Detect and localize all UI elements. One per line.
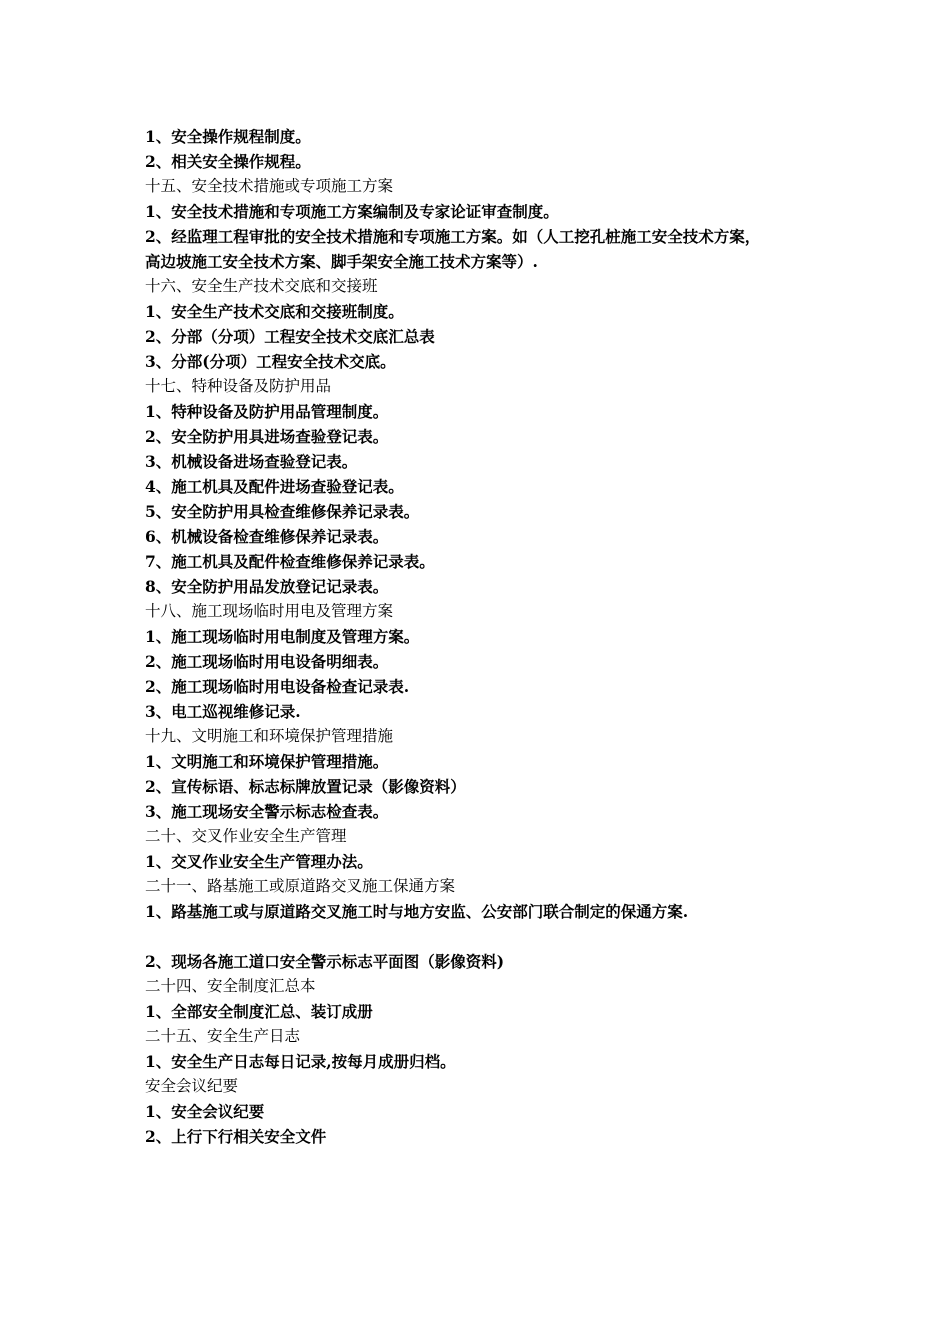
list-item: 1、施工现场临时用电制度及管理方案。 bbox=[145, 627, 420, 646]
list-item: 3、分部(分项）工程安全技术交底。 bbox=[145, 352, 396, 371]
list-item: 4、施工机具及配件进场查验登记表。 bbox=[145, 477, 404, 496]
list-item: 7、施工机具及配件检查维修保养记录表。 bbox=[145, 552, 435, 571]
section-heading: 十九、文明施工和环境保护管理措施 bbox=[145, 727, 394, 745]
list-item: 1、安全会议纪要 bbox=[145, 1102, 265, 1121]
section-heading: 十七、特种设备及防护用品 bbox=[145, 377, 332, 395]
blank-line bbox=[145, 924, 825, 949]
list-item: 5、安全防护用具检查维修保养记录表。 bbox=[145, 502, 420, 521]
section-heading: 二十四、安全制度汇总本 bbox=[145, 977, 316, 995]
list-item: 6、机械设备检查维修保养记录表。 bbox=[145, 527, 389, 546]
list-item: 8、安全防护用品发放登记记录表。 bbox=[145, 577, 389, 596]
section-heading: 十五、安全技术措施或专项施工方案 bbox=[145, 177, 394, 195]
list-item: 2、相关安全操作规程。 bbox=[145, 152, 311, 171]
list-item: 3、机械设备进场查验登记表。 bbox=[145, 452, 358, 471]
list-item: 2、上行下行相关安全文件 bbox=[145, 1127, 327, 1146]
list-item: 2、施工现场临时用电设备明细表。 bbox=[145, 652, 389, 671]
list-item: 2、现场各施工道口安全警示标志平面图（影像资料) bbox=[145, 952, 505, 971]
section-heading: 二十、交叉作业安全生产管理 bbox=[145, 827, 347, 845]
section-heading: 十六、安全生产技术交底和交接班 bbox=[145, 277, 378, 295]
section-heading: 安全会议纪要 bbox=[145, 1077, 239, 1095]
document-body bbox=[145, 124, 825, 1149]
list-item: 2、安全防护用具进场查验登记表。 bbox=[145, 427, 389, 446]
list-item: 2、宣传标语、标志标牌放置记录（影像资料） bbox=[145, 777, 466, 796]
section-heading: 二十一、路基施工或原道路交叉施工保通方案 bbox=[145, 877, 456, 895]
list-item: 1、全部安全制度汇总、装订成册 bbox=[145, 1002, 373, 1021]
list-item: 2、经监理工程审批的安全技术措施和专项施工方案。如（人工挖孔桩施工安全技术方案， bbox=[145, 227, 761, 246]
list-item: 1、路基施工或与原道路交叉施工时与地方安监、公安部门联合制定的保通方案. bbox=[145, 902, 689, 921]
list-item: 1、安全生产技术交底和交接班制度。 bbox=[145, 302, 404, 321]
list-item: 1、特种设备及防护用品管理制度。 bbox=[145, 402, 389, 421]
section-heading: 二十五、安全生产日志 bbox=[145, 1027, 301, 1045]
list-item: 3、电工巡视维修记录. bbox=[145, 702, 301, 721]
list-item-continuation: 高边坡施工安全技术方案、脚手架安全施工技术方案等）. bbox=[145, 252, 538, 271]
list-item: 2、分部（分项）工程安全技术交底汇总表 bbox=[145, 327, 435, 346]
list-item: 1、安全技术措施和专项施工方案编制及专家论证审查制度。 bbox=[145, 202, 559, 221]
list-item: 1、安全生产日志每日记录,按每月成册归档。 bbox=[145, 1052, 456, 1071]
list-item: 1、安全操作规程制度。 bbox=[145, 127, 311, 146]
list-item: 2、施工现场临时用电设备检查记录表. bbox=[145, 677, 410, 696]
list-item: 1、文明施工和环境保护管理措施。 bbox=[145, 752, 389, 771]
list-item: 3、施工现场安全警示标志检查表。 bbox=[145, 802, 389, 821]
section-heading: 十八、施工现场临时用电及管理方案 bbox=[145, 602, 394, 620]
list-item: 1、交叉作业安全生产管理办法。 bbox=[145, 852, 373, 871]
